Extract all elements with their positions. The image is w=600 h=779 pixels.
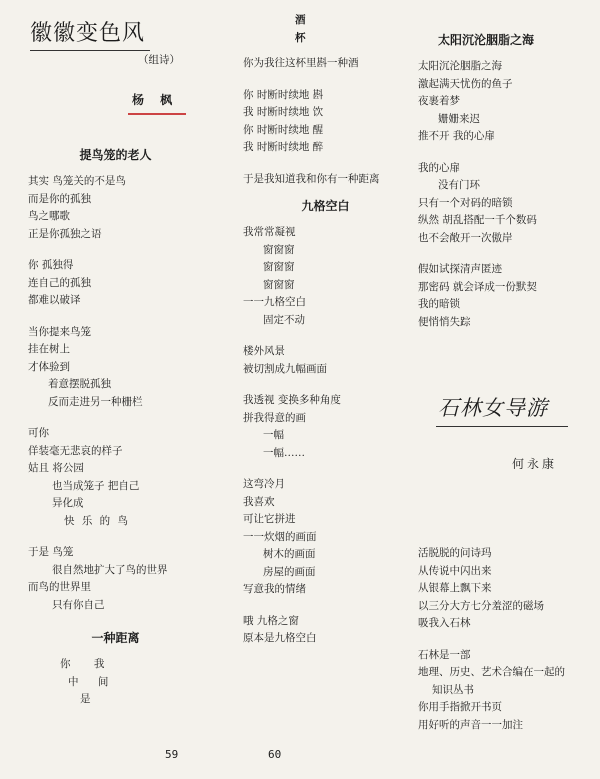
poem-line: 快 乐 的 鸟 <box>64 514 131 527</box>
poem-line: 反而走进另一种栅栏 <box>48 395 143 408</box>
poem-line: 楼外风景 <box>243 345 285 357</box>
poem-line: 石林是一部 <box>418 648 471 661</box>
poem-line: 可让它拼进 <box>243 513 296 525</box>
poem-line: 姑且 将公园 <box>28 462 84 474</box>
left-column <box>28 145 203 709</box>
poem-line: 我的暗锁 <box>418 298 460 310</box>
title-underline <box>436 426 568 427</box>
poem-line: 很自然地扩大了鸟的世界 <box>52 563 168 576</box>
poem-line: 吸我入石林 <box>418 617 471 629</box>
poem-line: 你为我往这杯里斟一种酒 <box>243 57 359 69</box>
poem-line: 推不开 我的心扉 <box>418 130 495 142</box>
middle-column <box>243 12 408 648</box>
poem-line: 哦 九格之窗 <box>243 614 299 627</box>
poem-fragment: 杯 <box>295 31 306 44</box>
poem-line: 也当成笼子 把自己 <box>52 479 140 492</box>
poem-line: 用好听的声音一一加注 <box>418 718 523 731</box>
poem-line: 我 时断时续地 饮 <box>243 106 324 118</box>
author-name: 杨 枫 <box>132 93 179 107</box>
poem-line: 我 时断时续地 醉 <box>243 141 324 153</box>
poem-line: 你用手指掀开书页 <box>418 701 502 713</box>
poem-line: 固定不动 <box>263 313 305 326</box>
poem-line: 活脱脱的问诗玛 <box>418 547 492 559</box>
poem-line: 这弯冷月 <box>243 478 285 490</box>
poem-line: 才体验到 <box>28 360 70 373</box>
poem-line: 从传说中闪出来 <box>418 564 492 577</box>
poem-line: 夜裹着梦 <box>418 95 460 107</box>
right-column <box>418 30 590 331</box>
poem-line: 从银幕上飘下来 <box>418 582 492 594</box>
poem-line: 可你 <box>28 427 49 439</box>
poem-line: 一幅…… <box>263 446 305 459</box>
poem-line: 中 间 <box>68 675 117 688</box>
poem-line: 只有一个对码的暗锁 <box>418 196 513 209</box>
poem-line: 而是你的孤独 <box>28 192 91 205</box>
poem-line: 我喜欢 <box>243 495 275 508</box>
poem-line: 被切割成九幅画面 <box>243 362 327 375</box>
poem-line: 一幅 <box>263 429 284 441</box>
poem-line: 假如试探清声匿迹 <box>418 263 502 275</box>
poem-line: 当你提来鸟笼 <box>28 325 91 338</box>
poem-line: 我透视 变换多种角度 <box>243 394 341 406</box>
poem-line: 知识丛书 <box>432 683 474 696</box>
poem-line: 姗姗来迟 <box>438 112 480 125</box>
page-number-right: 60 <box>268 748 282 761</box>
poem-line: 窗窗窗 <box>263 261 295 273</box>
poem-line: 你 时断时续地 斟 <box>243 88 324 101</box>
poem-line: 写意我的情绪 <box>243 583 306 595</box>
poem-line: 纵然 胡乱搭配一千个数码 <box>418 214 537 226</box>
poem-line: 地理、历史、艺术合编在一起的 <box>418 666 565 678</box>
poem-line: 于是 鸟笼 <box>28 546 74 558</box>
poem-fragment: 酒 <box>295 14 306 26</box>
poem-line: 拼我得意的画 <box>243 411 306 424</box>
poem-line: 我常常凝视 <box>243 226 296 238</box>
poem-line: 挂在树上 <box>28 343 70 355</box>
title-underline <box>30 50 150 51</box>
right-column-lower <box>418 545 590 734</box>
poem-line: 一一九格空白 <box>243 296 306 308</box>
poem-line: 你 我 <box>60 658 115 670</box>
poem-line: 一一炊烟的画面 <box>243 530 317 543</box>
poem-line: 以三分大方七分羞涩的磁场 <box>418 599 544 612</box>
poem-line: 树木的画面 <box>263 548 316 560</box>
poem-line: 原本是九格空白 <box>243 632 317 644</box>
poem-line: 窗窗窗 <box>263 243 295 256</box>
series-subtitle: （组诗） <box>138 54 180 66</box>
poem-line: 都难以破译 <box>28 294 81 306</box>
poem-line: 那密码 就会译成一份默契 <box>418 280 537 293</box>
poem-line: 窗窗窗 <box>263 278 295 291</box>
poem-title: 太阳沉沦胭脂之海 <box>438 33 535 47</box>
poem-line: 异化成 <box>52 497 84 509</box>
poem-line: 你 孤独得 <box>28 259 74 271</box>
author-name: 何永康 <box>512 457 558 471</box>
poem-line: 佯装毫无悲哀的样子 <box>28 444 123 457</box>
poem-line: 正是你孤独之语 <box>28 227 102 240</box>
author-underline <box>128 113 186 115</box>
poem-line: 于是我知道我和你有一种距离 <box>243 172 380 185</box>
poem-line: 而鸟的世界里 <box>28 581 91 593</box>
poem-line: 激起满天忧伤的鱼子 <box>418 77 513 90</box>
page-number-left: 59 <box>165 748 179 761</box>
poem-line: 是 <box>80 693 91 705</box>
series-title: 徽徽变色风 <box>30 21 146 46</box>
poem-line: 房屋的画面 <box>263 565 316 578</box>
poem-title: 一种距离 <box>91 631 140 645</box>
poem-line: 我的心扉 <box>418 161 460 174</box>
poem-title: 提鸟笼的老人 <box>79 148 152 162</box>
poem-line: 没有门环 <box>438 179 480 191</box>
poem-line: 只有你自己 <box>52 598 105 611</box>
poem-line: 鸟之哪歌 <box>28 210 70 222</box>
poem-line: 其实 鸟笼关的不是鸟 <box>28 175 126 187</box>
poem-line: 便悄悄失踪 <box>418 315 471 328</box>
poem-line: 你 时断时续地 醒 <box>243 123 324 136</box>
poem-line: 也不会敞开一次傲岸 <box>418 231 513 244</box>
poem-title: 九格空白 <box>301 199 350 213</box>
poem-title-large: 石林女导游 <box>438 396 548 420</box>
poem-line: 着意摆脱孤独 <box>48 378 111 390</box>
poem-line: 连自己的孤独 <box>28 276 91 289</box>
poem-line: 太阳沉沦胭脂之海 <box>418 60 502 72</box>
